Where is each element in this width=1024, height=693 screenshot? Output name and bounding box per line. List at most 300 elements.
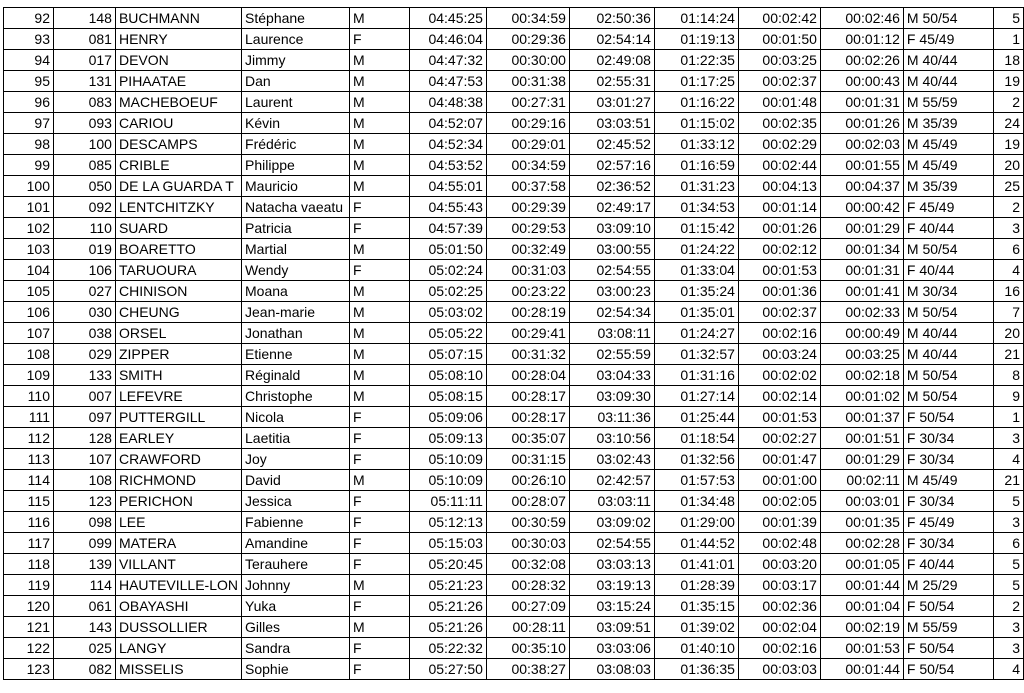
total-time-cell: 05:02:24 — [409, 260, 486, 281]
split-3-cell: 01:44:52 — [654, 533, 738, 554]
transition-2-cell: 00:01:37 — [820, 407, 903, 428]
category-cell: M 35/39 — [903, 176, 993, 197]
first-name-cell: Laurent — [242, 92, 350, 113]
bib-cell: 025 — [53, 638, 115, 659]
bib-cell: 108 — [53, 470, 115, 491]
transition-2-cell: 00:01:35 — [820, 512, 903, 533]
split-3-cell: 01:57:53 — [654, 470, 738, 491]
table-row — [4, 449, 1024, 470]
split-1-cell: 00:31:32 — [486, 344, 569, 365]
category-cell: F 40/44 — [903, 554, 993, 575]
total-time-cell: 04:52:34 — [409, 134, 486, 155]
bib-cell: 093 — [53, 113, 115, 134]
sex-cell: M — [350, 113, 410, 134]
bib-cell: 083 — [53, 92, 115, 113]
total-time-cell: 05:02:25 — [409, 281, 486, 302]
split-2-cell: 03:02:43 — [569, 449, 654, 470]
rank-cell: 121 — [4, 617, 54, 638]
transition-1-cell: 00:02:48 — [738, 533, 820, 554]
category-cell: M 50/54 — [903, 8, 993, 29]
sex-cell: M — [350, 134, 410, 155]
table-row — [4, 92, 1024, 113]
sex-cell: F — [350, 596, 410, 617]
split-2-cell: 03:03:06 — [569, 638, 654, 659]
category-rank-cell: 3 — [993, 512, 1023, 533]
transition-2-cell: 00:00:42 — [820, 197, 903, 218]
bib-cell: 110 — [53, 218, 115, 239]
category-rank-cell: 3 — [993, 428, 1023, 449]
split-2-cell: 02:49:17 — [569, 197, 654, 218]
first-name-cell: Laetitia — [242, 428, 350, 449]
transition-2-cell: 00:02:11 — [820, 470, 903, 491]
rank-cell: 113 — [4, 449, 54, 470]
transition-2-cell: 00:01:41 — [820, 281, 903, 302]
last-name-cell: BUCHMANN — [115, 8, 241, 29]
first-name-cell: Amandine — [242, 533, 350, 554]
transition-2-cell: 00:02:18 — [820, 365, 903, 386]
category-rank-cell: 25 — [993, 176, 1023, 197]
first-name-cell: Mauricio — [242, 176, 350, 197]
category-cell: F 30/34 — [903, 491, 993, 512]
first-name-cell: Réginald — [242, 365, 350, 386]
total-time-cell: 05:07:15 — [409, 344, 486, 365]
category-rank-cell: 7 — [993, 302, 1023, 323]
transition-2-cell: 00:01:02 — [820, 386, 903, 407]
split-2-cell: 03:00:55 — [569, 239, 654, 260]
last-name-cell: CHEUNG — [115, 302, 241, 323]
sex-cell: F — [350, 638, 410, 659]
split-3-cell: 01:16:59 — [654, 155, 738, 176]
split-2-cell: 03:09:10 — [569, 218, 654, 239]
split-2-cell: 03:00:23 — [569, 281, 654, 302]
bib-cell: 133 — [53, 365, 115, 386]
first-name-cell: Stéphane — [242, 8, 350, 29]
transition-1-cell: 00:03:25 — [738, 50, 820, 71]
bib-cell: 030 — [53, 302, 115, 323]
sex-cell: F — [350, 659, 410, 680]
transition-2-cell: 00:02:28 — [820, 533, 903, 554]
split-2-cell: 03:03:11 — [569, 491, 654, 512]
bib-cell: 085 — [53, 155, 115, 176]
transition-1-cell: 00:01:00 — [738, 470, 820, 491]
category-cell: M 40/44 — [903, 71, 993, 92]
first-name-cell: Wendy — [242, 260, 350, 281]
last-name-cell: DUSSOLLIER — [115, 617, 241, 638]
category-rank-cell: 19 — [993, 71, 1023, 92]
table-row — [4, 29, 1024, 50]
rank-cell: 119 — [4, 575, 54, 596]
sex-cell: M — [350, 8, 410, 29]
bib-cell: 107 — [53, 449, 115, 470]
total-time-cell: 05:22:32 — [409, 638, 486, 659]
split-1-cell: 00:35:10 — [486, 638, 569, 659]
sex-cell: M — [350, 155, 410, 176]
split-1-cell: 00:28:07 — [486, 491, 569, 512]
table-row — [4, 239, 1024, 260]
transition-2-cell: 00:01:29 — [820, 449, 903, 470]
bib-cell: 050 — [53, 176, 115, 197]
split-2-cell: 02:55:59 — [569, 344, 654, 365]
last-name-cell: LEFEVRE — [115, 386, 241, 407]
first-name-cell: Etienne — [242, 344, 350, 365]
table-row — [4, 659, 1024, 680]
rank-cell: 104 — [4, 260, 54, 281]
split-2-cell: 02:57:16 — [569, 155, 654, 176]
category-rank-cell: 21 — [993, 470, 1023, 491]
rank-cell: 95 — [4, 71, 54, 92]
split-1-cell: 00:23:22 — [486, 281, 569, 302]
sex-cell: M — [350, 365, 410, 386]
rank-cell: 100 — [4, 176, 54, 197]
table-row — [4, 302, 1024, 323]
total-time-cell: 05:12:13 — [409, 512, 486, 533]
bib-cell: 081 — [53, 29, 115, 50]
last-name-cell: BOARETTO — [115, 239, 241, 260]
transition-1-cell: 00:02:27 — [738, 428, 820, 449]
table-row — [4, 638, 1024, 659]
split-3-cell: 01:36:35 — [654, 659, 738, 680]
first-name-cell: Kévin — [242, 113, 350, 134]
category-rank-cell: 6 — [993, 533, 1023, 554]
transition-2-cell: 00:02:46 — [820, 8, 903, 29]
bib-cell: 029 — [53, 344, 115, 365]
sex-cell: M — [350, 239, 410, 260]
transition-1-cell: 00:02:29 — [738, 134, 820, 155]
table-row — [4, 71, 1024, 92]
category-cell: M 50/54 — [903, 386, 993, 407]
category-rank-cell: 20 — [993, 155, 1023, 176]
rank-cell: 106 — [4, 302, 54, 323]
category-rank-cell: 2 — [993, 197, 1023, 218]
split-2-cell: 02:54:55 — [569, 533, 654, 554]
transition-2-cell: 00:01:55 — [820, 155, 903, 176]
sex-cell: F — [350, 554, 410, 575]
bib-cell: 131 — [53, 71, 115, 92]
category-cell: M 30/34 — [903, 281, 993, 302]
table-row — [4, 8, 1024, 29]
split-3-cell: 01:19:13 — [654, 29, 738, 50]
transition-1-cell: 00:01:47 — [738, 449, 820, 470]
category-rank-cell: 4 — [993, 260, 1023, 281]
split-1-cell: 00:26:10 — [486, 470, 569, 491]
bib-cell: 106 — [53, 260, 115, 281]
rank-cell: 114 — [4, 470, 54, 491]
first-name-cell: Fabienne — [242, 512, 350, 533]
rank-cell: 116 — [4, 512, 54, 533]
last-name-cell: HAUTEVILLE-LON — [115, 575, 241, 596]
first-name-cell: Philippe — [242, 155, 350, 176]
last-name-cell: TARUOURA — [115, 260, 241, 281]
sex-cell: F — [350, 512, 410, 533]
split-3-cell: 01:22:35 — [654, 50, 738, 71]
last-name-cell: MATERA — [115, 533, 241, 554]
last-name-cell: ZIPPER — [115, 344, 241, 365]
table-row — [4, 428, 1024, 449]
transition-1-cell: 00:02:37 — [738, 302, 820, 323]
sex-cell: M — [350, 617, 410, 638]
total-time-cell: 04:47:53 — [409, 71, 486, 92]
rank-cell: 92 — [4, 8, 54, 29]
bib-cell: 098 — [53, 512, 115, 533]
first-name-cell: Nicola — [242, 407, 350, 428]
last-name-cell: HENRY — [115, 29, 241, 50]
transition-1-cell: 00:02:35 — [738, 113, 820, 134]
transition-2-cell: 00:00:43 — [820, 71, 903, 92]
split-3-cell: 01:25:44 — [654, 407, 738, 428]
sex-cell: M — [350, 92, 410, 113]
total-time-cell: 05:21:26 — [409, 617, 486, 638]
split-3-cell: 01:18:54 — [654, 428, 738, 449]
bib-cell: 061 — [53, 596, 115, 617]
split-2-cell: 02:49:08 — [569, 50, 654, 71]
last-name-cell: VILLANT — [115, 554, 241, 575]
transition-2-cell: 00:01:31 — [820, 260, 903, 281]
total-time-cell: 05:09:06 — [409, 407, 486, 428]
split-1-cell: 00:28:32 — [486, 575, 569, 596]
rank-cell: 97 — [4, 113, 54, 134]
first-name-cell: Joy — [242, 449, 350, 470]
split-3-cell: 01:14:24 — [654, 8, 738, 29]
bib-cell: 082 — [53, 659, 115, 680]
total-time-cell: 04:55:01 — [409, 176, 486, 197]
sex-cell: F — [350, 449, 410, 470]
rank-cell: 107 — [4, 323, 54, 344]
first-name-cell: Martial — [242, 239, 350, 260]
total-time-cell: 04:47:32 — [409, 50, 486, 71]
split-2-cell: 03:03:13 — [569, 554, 654, 575]
category-rank-cell: 1 — [993, 407, 1023, 428]
last-name-cell: LEE — [115, 512, 241, 533]
bib-cell: 143 — [53, 617, 115, 638]
category-cell: F 45/49 — [903, 512, 993, 533]
rank-cell: 115 — [4, 491, 54, 512]
split-1-cell: 00:29:16 — [486, 113, 569, 134]
sex-cell: M — [350, 302, 410, 323]
transition-2-cell: 00:01:53 — [820, 638, 903, 659]
split-3-cell: 01:39:02 — [654, 617, 738, 638]
rank-cell: 102 — [4, 218, 54, 239]
total-time-cell: 05:11:11 — [409, 491, 486, 512]
bib-cell: 017 — [53, 50, 115, 71]
table-row — [4, 218, 1024, 239]
transition-2-cell: 00:01:44 — [820, 575, 903, 596]
total-time-cell: 05:21:23 — [409, 575, 486, 596]
split-3-cell: 01:31:23 — [654, 176, 738, 197]
category-cell: F 50/54 — [903, 638, 993, 659]
split-1-cell: 00:38:27 — [486, 659, 569, 680]
table-row — [4, 260, 1024, 281]
transition-1-cell: 00:02:16 — [738, 323, 820, 344]
transition-1-cell: 00:02:02 — [738, 365, 820, 386]
transition-1-cell: 00:01:26 — [738, 218, 820, 239]
sex-cell: M — [350, 470, 410, 491]
category-cell: M 40/44 — [903, 50, 993, 71]
split-3-cell: 01:32:56 — [654, 449, 738, 470]
transition-1-cell: 00:02:14 — [738, 386, 820, 407]
table-row — [4, 386, 1024, 407]
split-1-cell: 00:28:17 — [486, 407, 569, 428]
category-rank-cell: 2 — [993, 596, 1023, 617]
sex-cell: M — [350, 281, 410, 302]
category-cell: M 50/54 — [903, 239, 993, 260]
transition-2-cell: 00:01:26 — [820, 113, 903, 134]
table-row — [4, 554, 1024, 575]
table-row — [4, 134, 1024, 155]
bib-cell: 097 — [53, 407, 115, 428]
total-time-cell: 05:20:45 — [409, 554, 486, 575]
first-name-cell: Sandra — [242, 638, 350, 659]
transition-2-cell: 00:02:19 — [820, 617, 903, 638]
category-cell: F 50/54 — [903, 596, 993, 617]
bib-cell: 038 — [53, 323, 115, 344]
last-name-cell: PIHAATAE — [115, 71, 241, 92]
table-row — [4, 617, 1024, 638]
split-2-cell: 02:45:52 — [569, 134, 654, 155]
transition-1-cell: 00:02:36 — [738, 596, 820, 617]
split-2-cell: 02:36:52 — [569, 176, 654, 197]
split-1-cell: 00:37:58 — [486, 176, 569, 197]
split-3-cell: 01:15:02 — [654, 113, 738, 134]
transition-1-cell: 00:01:50 — [738, 29, 820, 50]
category-cell: M 45/49 — [903, 470, 993, 491]
category-cell: F 50/54 — [903, 407, 993, 428]
sex-cell: F — [350, 491, 410, 512]
split-2-cell: 02:54:55 — [569, 260, 654, 281]
category-rank-cell: 5 — [993, 554, 1023, 575]
rank-cell: 120 — [4, 596, 54, 617]
first-name-cell: Natacha vaeatu — [242, 197, 350, 218]
category-cell: F 30/34 — [903, 449, 993, 470]
split-3-cell: 01:28:39 — [654, 575, 738, 596]
last-name-cell: CRAWFORD — [115, 449, 241, 470]
sex-cell: M — [350, 323, 410, 344]
transition-1-cell: 00:01:48 — [738, 92, 820, 113]
table-row — [4, 50, 1024, 71]
category-cell: F 50/54 — [903, 659, 993, 680]
split-3-cell: 01:15:42 — [654, 218, 738, 239]
split-1-cell: 00:28:04 — [486, 365, 569, 386]
transition-2-cell: 00:01:51 — [820, 428, 903, 449]
category-rank-cell: 9 — [993, 386, 1023, 407]
total-time-cell: 05:09:13 — [409, 428, 486, 449]
split-1-cell: 00:34:59 — [486, 155, 569, 176]
total-time-cell: 05:10:09 — [409, 449, 486, 470]
category-cell: M 50/54 — [903, 365, 993, 386]
first-name-cell: Dan — [242, 71, 350, 92]
split-2-cell: 03:08:03 — [569, 659, 654, 680]
split-1-cell: 00:31:15 — [486, 449, 569, 470]
rank-cell: 109 — [4, 365, 54, 386]
total-time-cell: 05:27:50 — [409, 659, 486, 680]
last-name-cell: DESCAMPS — [115, 134, 241, 155]
first-name-cell: Patricia — [242, 218, 350, 239]
first-name-cell: Terauhere — [242, 554, 350, 575]
rank-cell: 98 — [4, 134, 54, 155]
category-cell: M 40/44 — [903, 323, 993, 344]
first-name-cell: Sophie — [242, 659, 350, 680]
split-3-cell: 01:16:22 — [654, 92, 738, 113]
sex-cell: M — [350, 176, 410, 197]
transition-2-cell: 00:01:05 — [820, 554, 903, 575]
split-1-cell: 00:32:49 — [486, 239, 569, 260]
transition-2-cell: 00:01:12 — [820, 29, 903, 50]
last-name-cell: EARLEY — [115, 428, 241, 449]
transition-1-cell: 00:02:12 — [738, 239, 820, 260]
transition-1-cell: 00:04:13 — [738, 176, 820, 197]
last-name-cell: CRIBLE — [115, 155, 241, 176]
rank-cell: 99 — [4, 155, 54, 176]
total-time-cell: 04:48:38 — [409, 92, 486, 113]
table-row — [4, 470, 1024, 491]
split-1-cell: 00:29:39 — [486, 197, 569, 218]
rank-cell: 93 — [4, 29, 54, 50]
table-row — [4, 596, 1024, 617]
transition-1-cell: 00:02:05 — [738, 491, 820, 512]
split-3-cell: 01:35:24 — [654, 281, 738, 302]
split-3-cell: 01:41:01 — [654, 554, 738, 575]
bib-cell: 114 — [53, 575, 115, 596]
table-row — [4, 407, 1024, 428]
bib-cell: 027 — [53, 281, 115, 302]
table-row — [4, 533, 1024, 554]
transition-2-cell: 00:01:29 — [820, 218, 903, 239]
split-3-cell: 01:29:00 — [654, 512, 738, 533]
last-name-cell: ORSEL — [115, 323, 241, 344]
table-row — [4, 197, 1024, 218]
first-name-cell: Laurence — [242, 29, 350, 50]
results-body — [4, 8, 1024, 680]
rank-cell: 112 — [4, 428, 54, 449]
transition-1-cell: 00:01:36 — [738, 281, 820, 302]
transition-1-cell: 00:03:17 — [738, 575, 820, 596]
transition-1-cell: 00:03:03 — [738, 659, 820, 680]
transition-1-cell: 00:02:44 — [738, 155, 820, 176]
sex-cell: M — [350, 50, 410, 71]
total-time-cell: 05:08:10 — [409, 365, 486, 386]
split-3-cell: 01:33:12 — [654, 134, 738, 155]
split-2-cell: 03:15:24 — [569, 596, 654, 617]
split-2-cell: 03:09:30 — [569, 386, 654, 407]
category-rank-cell: 19 — [993, 134, 1023, 155]
split-2-cell: 03:11:36 — [569, 407, 654, 428]
split-2-cell: 03:09:02 — [569, 512, 654, 533]
category-rank-cell: 24 — [993, 113, 1023, 134]
split-1-cell: 00:35:07 — [486, 428, 569, 449]
first-name-cell: Christophe — [242, 386, 350, 407]
first-name-cell: Jimmy — [242, 50, 350, 71]
table-row — [4, 323, 1024, 344]
sex-cell: F — [350, 260, 410, 281]
split-2-cell: 03:10:56 — [569, 428, 654, 449]
category-cell: F 45/49 — [903, 197, 993, 218]
split-1-cell: 00:27:31 — [486, 92, 569, 113]
category-rank-cell: 3 — [993, 218, 1023, 239]
first-name-cell: Jean-marie — [242, 302, 350, 323]
split-3-cell: 01:17:25 — [654, 71, 738, 92]
transition-1-cell: 00:01:53 — [738, 260, 820, 281]
split-2-cell: 02:55:31 — [569, 71, 654, 92]
rank-cell: 96 — [4, 92, 54, 113]
split-3-cell: 01:40:10 — [654, 638, 738, 659]
first-name-cell: Yuka — [242, 596, 350, 617]
first-name-cell: Johnny — [242, 575, 350, 596]
bib-cell: 007 — [53, 386, 115, 407]
last-name-cell: MISSELIS — [115, 659, 241, 680]
transition-2-cell: 00:01:04 — [820, 596, 903, 617]
sex-cell: F — [350, 197, 410, 218]
total-time-cell: 04:45:25 — [409, 8, 486, 29]
category-rank-cell: 8 — [993, 365, 1023, 386]
